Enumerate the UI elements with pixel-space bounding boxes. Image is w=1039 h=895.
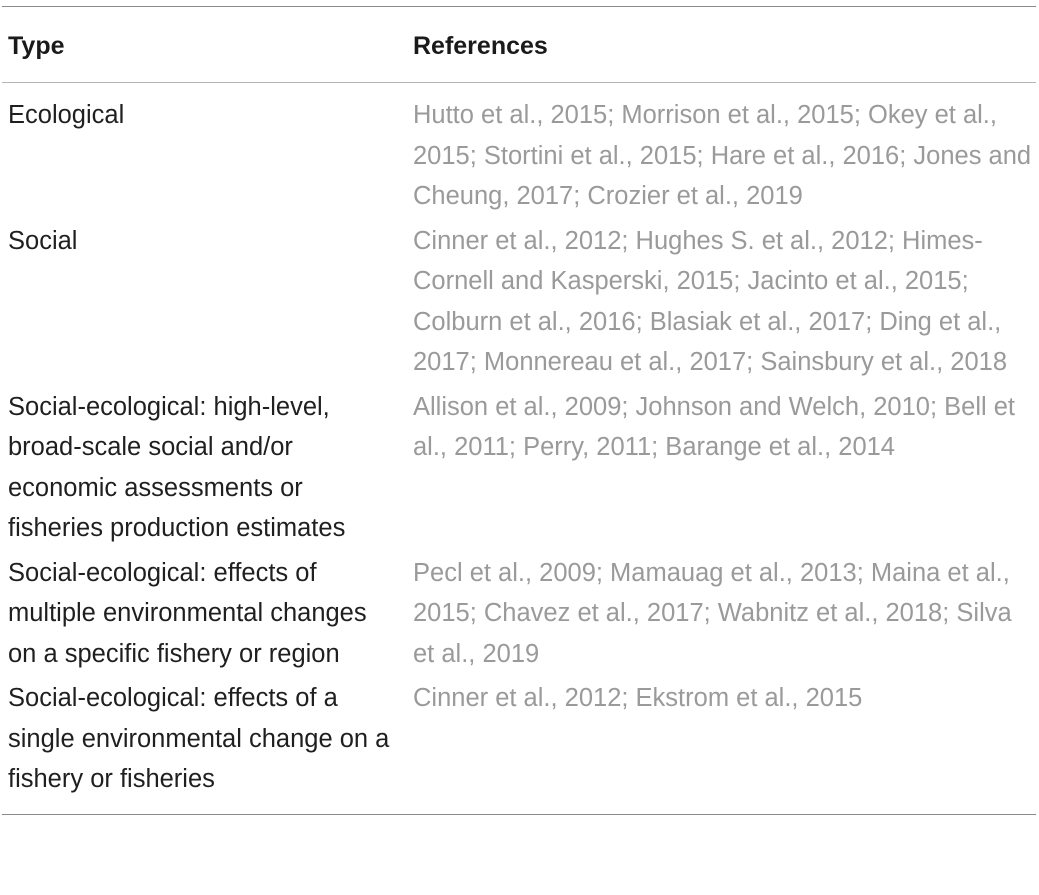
references-table-container (2, 0, 1036, 815)
header-row (2, 7, 1036, 83)
references-cell: Hutto et al., 2015; Morrison et al., 2015; Okey et al., 2015; Stortini et al., 2015; Hare et al., 2016; Jones and Cheung, 2017; Crozier et al., 2019 (413, 101, 1032, 210)
references-cell: Cinner et al., 2012; Hughes S. et al., 2012; Himes-Cornell and Kasperski, 2015; Jacinto et al., 2015; Colburn et al., 2016; Blasiak et al., 2017; Ding et al., 2017; Monnereau et al., 2017; Sainsbury et al., 2018 (413, 226, 1007, 376)
table-header (2, 7, 1036, 83)
references-cell: Pecl et al., 2009; Mamauag et al., 2013; Maina et al., 2015; Chavez et al., 2017; Wabnitz et al., 2018; Silva et al., 2019 (413, 558, 1012, 668)
table-row (2, 549, 1036, 675)
references-table (2, 6, 1036, 815)
type-cell: Social (8, 226, 78, 255)
table-row (2, 383, 1036, 549)
table-row (2, 674, 1036, 814)
type-cell: Ecological (8, 101, 125, 129)
table-row (2, 217, 1036, 383)
column-header-type: Type (8, 32, 65, 60)
table-row (2, 83, 1036, 217)
type-cell: Social-ecological: high-level, broad-scale social and/or economic assessments or fisheries production estimates (8, 392, 346, 542)
type-cell: Social-ecological: effects of multiple environmental changes on a specific fishery or region (8, 558, 367, 668)
type-cell: Social-ecological: effects of a single environmental change on a fishery or fisheries (8, 684, 390, 793)
references-cell: Allison et al., 2009; Johnson and Welch, 2010; Bell et al., 2011; Perry, 2011; Barange et al., 2014 (413, 392, 1016, 461)
column-header-references: References (413, 32, 548, 60)
references-cell: Cinner et al., 2012; Ekstrom et al., 2015 (413, 684, 863, 712)
table-body (2, 83, 1036, 815)
